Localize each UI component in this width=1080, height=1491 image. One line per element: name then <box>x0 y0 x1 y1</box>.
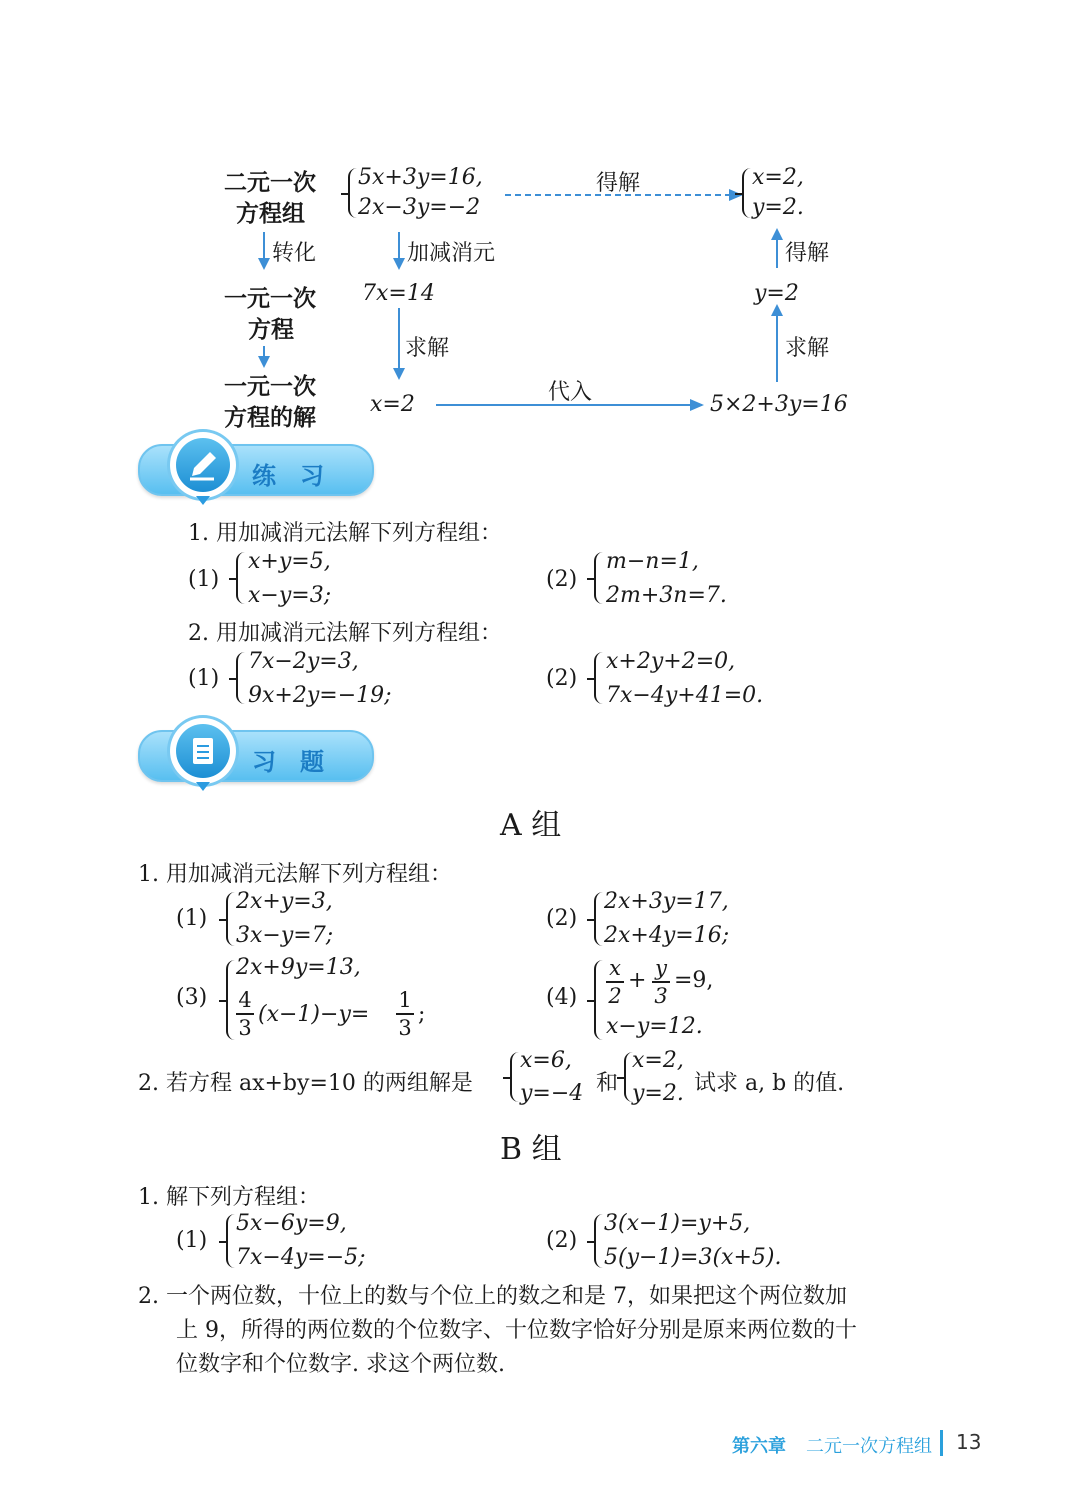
b1-question: 1. 解下列方程组： <box>138 1185 320 1210</box>
frac-denominator: 3 <box>654 984 668 1008</box>
exercises-banner-label: 习题 <box>252 748 348 776</box>
practice-banner-label: 练习 <box>252 462 348 490</box>
footer-title: 二元一次方程组 <box>806 1436 932 1457</box>
arrow-elimination <box>398 232 400 268</box>
frac-denominator: 3 <box>238 1016 252 1040</box>
b2-line3: 位数字和个位数字. 求这个两位数. <box>176 1352 505 1377</box>
practice-q1-p1-eq1: x+y=5, <box>248 549 331 574</box>
a1-p4-frac-y <box>652 956 670 1008</box>
b1-p1-eq1: 5x−6y=9, <box>236 1211 347 1236</box>
arrow-substitute <box>436 404 702 406</box>
a1-p1-eq1: 2x+y=3, <box>236 889 333 914</box>
exercises-banner <box>138 730 374 782</box>
pencil-icon-badge <box>170 432 236 498</box>
brace <box>594 552 606 604</box>
b1-p2-eq2: 5(y−1)=3(x+5). <box>604 1245 782 1270</box>
arrow-label-transform: 转化 <box>272 241 317 266</box>
a2-set1-eq1: x=6, <box>520 1048 572 1073</box>
practice-q2-p2-eq2: 7x−4y+41=0. <box>606 683 764 708</box>
row3-label-a: 一元一次 <box>224 374 316 400</box>
practice-q2: 2. 用加减消元法解下列方程组： <box>188 621 502 646</box>
practice-q2-p2-eq1: x+2y+2=0, <box>606 649 736 674</box>
practice-q1-p1-eq2: x−y=3; <box>248 583 332 608</box>
arrow-solve-right <box>776 306 778 382</box>
banner-tip <box>196 782 210 791</box>
a1-p1-eq2: 3x−y=7; <box>236 923 334 948</box>
arrow-label-elimination: 加减消元 <box>407 241 496 266</box>
eq-y2: y=2 <box>754 281 799 306</box>
arrow-label-substitute: 代入 <box>548 380 593 405</box>
a1-p4-frac-x <box>606 956 624 1008</box>
footer-divider <box>940 1430 943 1456</box>
system-eq2: 2x−3y=−2 <box>358 195 481 220</box>
arrow-label-solve-right: 求解 <box>785 336 830 361</box>
row1-label-b: 方程组 <box>236 201 305 227</box>
a1-p2-label: (2) <box>546 906 578 931</box>
a1-p2-eq2: 2x+4y=16; <box>604 923 730 948</box>
row2-label-a: 一元一次 <box>224 286 316 312</box>
frac-numerator: y <box>655 956 667 980</box>
footer-chapter: 第六章 <box>732 1436 786 1457</box>
practice-banner <box>138 444 374 496</box>
arrow-get-solution <box>776 230 778 268</box>
a1-question: 1. 用加减消元法解下列方程组： <box>138 862 452 887</box>
row1-label-a: 二元一次 <box>224 170 316 196</box>
dashed-arrow-top <box>505 194 741 196</box>
a1-p3-frac1 <box>236 988 254 1040</box>
b1-p2-label: (2) <box>546 1228 578 1253</box>
eq-x2: x=2 <box>370 392 415 417</box>
pencil-icon <box>176 438 230 492</box>
practice-q2-p2-label: (2) <box>546 666 578 691</box>
practice-q1-p2-eq1: m−n=1, <box>606 549 699 574</box>
group-b-heading: B 组 <box>500 1132 562 1167</box>
a1-p3-frac2 <box>396 988 414 1040</box>
notebook-icon-badge <box>170 718 236 784</box>
a2-question: 2. 若方程 ax+by=10 的两组解是 <box>138 1071 473 1096</box>
practice-q2-p1-label: (1) <box>188 666 220 691</box>
a1-p4-label: (4) <box>546 985 578 1010</box>
group-a-heading: A 组 <box>500 808 562 843</box>
eq-substituted: 5×2+3y=16 <box>710 392 848 417</box>
frac-denominator: 3 <box>398 1016 412 1040</box>
a2-set1-eq2: y=−4 <box>520 1081 584 1106</box>
solution-eq1: x=2, <box>752 165 804 190</box>
a2-set2-eq1: x=2, <box>632 1048 684 1073</box>
frac-numerator: x <box>609 956 621 980</box>
a1-p3-eq1: 2x+9y=13, <box>236 955 361 980</box>
a1-p2-eq1: 2x+3y=17, <box>604 889 729 914</box>
page-number: 13 <box>956 1430 982 1454</box>
solution-eq2: y=2. <box>752 195 804 220</box>
practice-q2-p1-eq2: 9x+2y=−19; <box>248 683 392 708</box>
frac-numerator: 1 <box>398 988 412 1012</box>
b1-p1-label: (1) <box>176 1228 208 1253</box>
system-eq1: 5x+3y=16, <box>358 165 483 190</box>
a1-p4-plus: + <box>628 968 647 993</box>
practice-q1: 1. 用加减消元法解下列方程组： <box>188 521 502 546</box>
arrow-label-top: 得解 <box>596 171 641 196</box>
a1-p4-eq2: x−y=12. <box>606 1014 703 1039</box>
arrow-solve-small <box>263 346 265 366</box>
arrow-solve-left <box>398 308 400 378</box>
a2-tail: 试求 a, b 的值. <box>694 1071 845 1096</box>
banner-tip <box>196 496 210 505</box>
frac-denominator: 2 <box>608 984 622 1008</box>
notebook-icon <box>176 724 230 778</box>
a1-p3-end: ; <box>418 1002 426 1027</box>
brace <box>594 652 606 704</box>
a1-p3-label: (3) <box>176 985 208 1010</box>
row3-label-b: 方程的解 <box>224 405 316 431</box>
brace <box>236 652 248 704</box>
a1-p3-mid: (x−1)−y= <box>258 1002 370 1027</box>
b2-line2: 上 9，所得的两位数的个位数字、十位数字恰好分别是原来两位数的十 <box>176 1318 857 1343</box>
brace <box>594 960 606 1040</box>
a1-p1-label: (1) <box>176 906 208 931</box>
a2-set2-eq2: y=2. <box>632 1081 684 1106</box>
row2-label-b: 方程 <box>248 317 294 343</box>
practice-q1-p2-eq2: 2m+3n=7. <box>606 583 727 608</box>
practice-q2-p1-eq1: 7x−2y=3, <box>248 649 359 674</box>
arrow-transform <box>263 232 265 268</box>
b1-p1-eq2: 7x−4y=−5; <box>236 1245 366 1270</box>
arrow-label-get-solution: 得解 <box>785 241 830 266</box>
a1-p4-eq1-end: =9, <box>674 968 714 993</box>
a2-and: 和 <box>596 1071 619 1096</box>
practice-q1-p1-label: (1) <box>188 567 220 592</box>
brace <box>236 552 248 604</box>
eq-7x: 7x=14 <box>362 281 435 306</box>
arrow-label-solve-left: 求解 <box>405 336 450 361</box>
b1-p2-eq1: 3(x−1)=y+5, <box>604 1211 751 1236</box>
frac-numerator: 4 <box>238 988 252 1012</box>
practice-q1-p2-label: (2) <box>546 567 578 592</box>
b2-line1: 2. 一个两位数，十位上的数与个位上的数之和是 7，如果把这个两位数加 <box>138 1284 847 1309</box>
